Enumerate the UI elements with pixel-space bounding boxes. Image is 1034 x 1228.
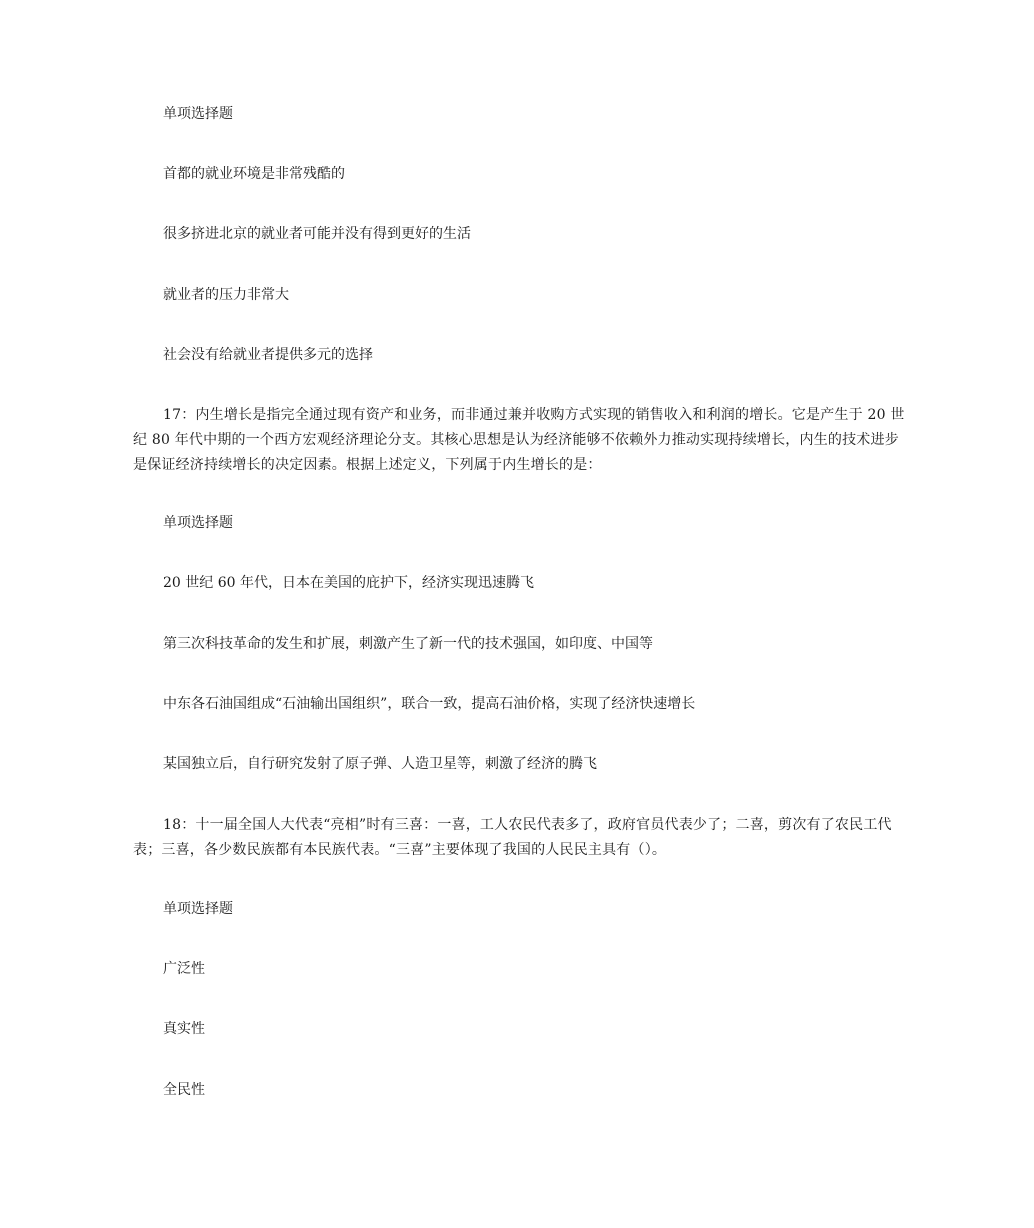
question-17-stem: 17：内生增长是指完全通过现有资产和业务，而非通过兼并收购方式实现的销售收入和利润的增长。它是产生于 20 世纪 80 年代中期的一个西方宏观经济理论分支。其核心思想是认为经济能够不依赖外力推动实现持续增长，内生的技术进步是保证经济持续增长的决定因素。根据上述定义，下列属于内生增长的是： — [133, 407, 905, 473]
option-c: 就业者的压力非常大 — [163, 287, 289, 303]
question-type-label: 单项选择题 — [163, 515, 233, 531]
option-b: 真实性 — [163, 1021, 205, 1037]
option-b: 很多挤进北京的就业者可能并没有得到更好的生活 — [163, 226, 471, 242]
option-c: 全民性 — [163, 1082, 205, 1098]
question-type-label: 单项选择题 — [163, 901, 233, 917]
option-d: 某国独立后，自行研究发射了原子弹、人造卫星等，刺激了经济的腾飞 — [163, 756, 597, 772]
question-18-stem: 18：十一届全国人大代表“亮相”时有三喜：一喜，工人农民代表多了，政府官员代表少了；二喜，剪次有了农民工代表；三喜，各少数民族都有本民族代表。“三喜”主要体现了我国的人民民主具有（）。 — [133, 817, 892, 858]
option-a: 广泛性 — [163, 961, 205, 977]
option-c: 中东各石油国组成“石油输出国组织”，联合一致，提高石油价格，实现了经济快速增长 — [163, 696, 696, 712]
option-b: 第三次科技革命的发生和扩展，刺激产生了新一代的技术强国，如印度、中国等 — [163, 636, 653, 652]
option-d: 社会没有给就业者提供多元的选择 — [163, 347, 373, 363]
option-a: 20 世纪 60 年代，日本在美国的庇护下，经济实现迅速腾飞 — [163, 575, 534, 591]
question-type-label: 单项选择题 — [163, 106, 233, 122]
option-a: 首都的就业环境是非常残酷的 — [163, 166, 345, 182]
